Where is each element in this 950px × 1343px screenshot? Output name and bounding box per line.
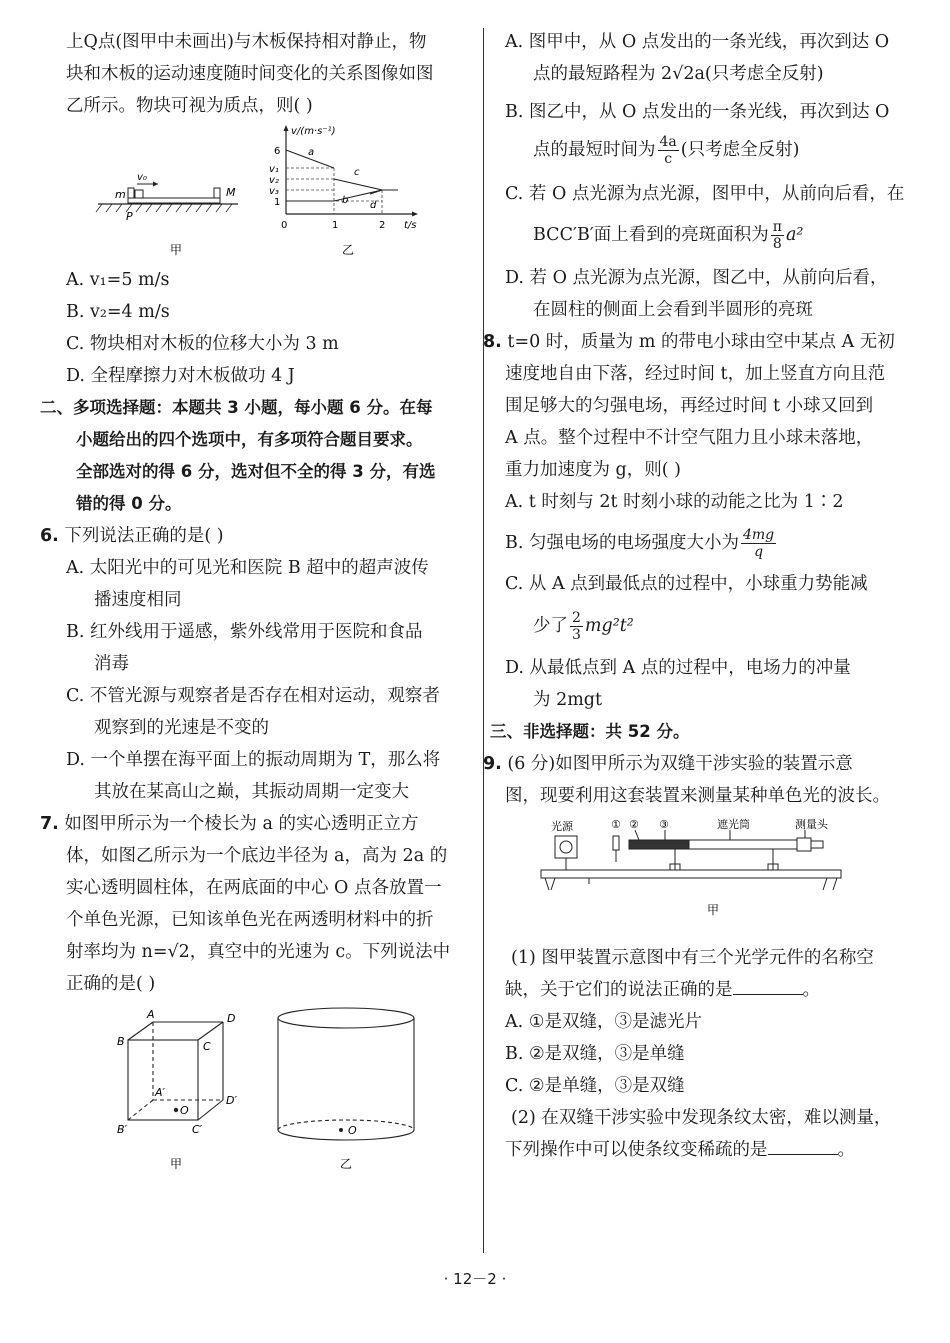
left-column: [40, 26, 472, 1190]
label-m: m: [115, 188, 126, 201]
cylinder-diagram: [278, 1008, 414, 1140]
q8-number: 8.: [483, 332, 502, 352]
x-axis-label: t/s: [404, 220, 417, 231]
q8-option-b: [505, 518, 920, 568]
sub1-text: 缺，关于它们的说法正确的是: [505, 980, 733, 1000]
right-column: [483, 26, 920, 1166]
answer-blank[interactable]: [733, 976, 803, 995]
q8-option-c: [505, 568, 920, 652]
label-element-3: ③: [659, 818, 669, 831]
fraction: [658, 134, 679, 167]
option-line: 观察到的光速是不变的: [94, 718, 269, 738]
fraction-denominator: c: [664, 151, 673, 167]
cube-vertex-D-prime: D′: [226, 1094, 237, 1107]
section2-line: 全部选对的得 6 分，选对但不全的得 3 分，有选: [76, 462, 436, 481]
x-tick-2: 2: [379, 220, 386, 231]
cube-vertex-A-prime: A′: [155, 1086, 166, 1099]
q5-figure: [40, 122, 472, 264]
q7-stem-line: 正确的是( ): [66, 974, 156, 994]
board-diagram: [96, 172, 238, 223]
y-tick-1: 1: [274, 197, 281, 208]
q5-option-d: D. 全程摩擦力对木板做功 4 J: [66, 366, 295, 386]
cube-vertex-C-prime: C′: [192, 1123, 203, 1136]
q9-stem-line: 图，现要利用这套装置来测量某种单色光的波长。: [505, 786, 890, 806]
q5-stem-line: 上Q点(图甲中未画出)与木板保持相对静止，物: [66, 32, 427, 52]
curve-label-c: c: [354, 167, 360, 178]
q9-sub1-option-b: B. ②是双缝，③是单缝: [505, 1044, 685, 1064]
option-line: A. 图甲中，从 O 点发出的一条光线，再次到达 O: [505, 32, 890, 52]
q9-sub1-option-a: A. ①是双缝，③是滤光片: [505, 1012, 702, 1032]
q9-sub1-line: [505, 974, 920, 1006]
column-divider: [483, 28, 484, 1253]
q8-stem-line: 重力加速度为 g，则( ): [505, 460, 681, 480]
option-line: 其放在某高山之巅，其振动周期一定变大: [94, 782, 409, 802]
q7-option-c: [505, 178, 920, 260]
section2-line: 小题给出的四个选项中，有多项符合题目要求。: [76, 430, 423, 449]
q7-stem-line: 个单色光源，已知该单色光在两透明材料中的折: [66, 910, 434, 930]
q9-sub2-line: [505, 1134, 920, 1166]
cube-vertex-B-prime: B′: [117, 1123, 128, 1136]
sub2-text: 。: [837, 1140, 855, 1160]
q9-stem: [483, 748, 920, 780]
fig-caption: 甲: [170, 1157, 183, 1171]
fraction-numerator: π: [772, 219, 782, 235]
fraction: [570, 610, 583, 643]
q6-option-b: [40, 616, 472, 680]
q7-option-d: [505, 262, 920, 326]
label-element-2: ②: [629, 818, 639, 831]
q7-figure-svg: [40, 1000, 472, 1190]
q8-option-a: A. t 时刻与 2t 时刻小球的动能之比为 1∶2: [505, 492, 844, 512]
q9-sub1-line: (1) 图甲装置示意图中有三个光学元件的名称空: [511, 948, 874, 968]
q5-option-a: A. v₁=5 m/s: [66, 270, 170, 290]
y-tick-v3: v₃: [269, 186, 279, 197]
q6-stem-text: 下列说法正确的是( ): [64, 526, 224, 546]
fraction-denominator: 3: [572, 627, 581, 643]
label-v0: v₀: [137, 172, 147, 183]
option-line: C. 不管光源与观察者是否存在相对运动，观察者: [66, 686, 440, 706]
cube-diagram: [128, 1022, 223, 1120]
q6-option-c: [40, 680, 472, 744]
fraction-numerator: 2: [572, 610, 581, 626]
vt-graph: [269, 125, 418, 231]
q8-stem: [483, 326, 920, 358]
sub2-text: 下列操作中可以使条纹变稀疏的是: [505, 1140, 768, 1160]
q8-stem-line: 围足够大的匀强电场，再经过时间 t 小球又回到: [505, 396, 874, 416]
q7-stem-line: 射率均为 n=√2，真空中的光速为 c。下列说法中: [66, 942, 451, 962]
option-text: 点的最短时间为: [533, 140, 656, 160]
option-line: [505, 210, 920, 260]
q8-stem-line: 速度地自由下落，经过时间 t，加上竖直方向且范: [505, 364, 886, 384]
q6-stem: [40, 520, 472, 552]
fraction-denominator: 8: [772, 236, 782, 252]
y-tick-v1: v₁: [269, 164, 279, 175]
label-light-source: 光源: [551, 820, 573, 833]
q7-stem-line: 体，如图乙所示为一个底边半径为 a，高为 2a 的: [66, 846, 448, 866]
option-text: 少了: [533, 616, 568, 636]
q5-option-b: B. v₂=4 m/s: [66, 302, 170, 322]
q7-option-a: [505, 26, 920, 90]
option-line: 消毒: [94, 654, 129, 674]
fig-caption: 乙: [340, 1157, 353, 1171]
q7-stem-line: 实心透明圆柱体，在两底面的中心 O 点各放置一: [66, 878, 442, 898]
option-text: (只考虑全反射): [680, 140, 800, 160]
fig-caption: 甲: [707, 903, 720, 917]
sub1-text: 。: [802, 980, 820, 1000]
fraction-numerator: 4mg: [743, 527, 775, 543]
q5-stem-line: 块和木板的运动速度随时间变化的关系图像如图: [66, 64, 434, 84]
option-text: B. 匀强电场的电场强度大小为: [505, 533, 739, 553]
q7-figure: [40, 1000, 472, 1190]
option-line: [505, 128, 920, 172]
option-line: 为 2mgt: [533, 690, 603, 710]
option-line: A. 太阳光中的可见光和医院 B 超中的超声波传: [66, 558, 429, 578]
cube-vertex-D: D: [227, 1012, 236, 1025]
y-axis-label: v/(m·s⁻¹): [291, 126, 336, 137]
option-line: B. 红外线用于遥感，紫外线常用于医院和食品: [66, 622, 423, 642]
option-line: B. 图乙中，从 O 点发出的一条光线，再次到达 O: [505, 102, 890, 122]
cube-vertex-B: B: [117, 1035, 125, 1048]
q6-option-d: [40, 744, 472, 808]
option-text: mg²t²: [584, 616, 634, 636]
option-line: 播速度相同: [94, 590, 182, 610]
q8-stem-text: t=0 时，质量为 m 的带电小球由空中某点 A 无初: [507, 332, 895, 352]
q7-option-b: [505, 96, 920, 172]
q8-stem-line: A 点。整个过程中不计空气阻力且小球未落地，: [505, 428, 874, 448]
label-tube: 遮光筒: [717, 818, 750, 831]
q9-sub2-line: (2) 在双缝干涉实验中发现条纹太密，难以测量，: [511, 1108, 892, 1128]
section3-heading: 三、非选择题：共 52 分。: [490, 722, 690, 741]
fraction-numerator: 4a: [659, 134, 677, 150]
page-number: · 12－2 ·: [443, 1270, 507, 1288]
label-P: P: [126, 210, 133, 223]
q9-number: 9.: [483, 754, 502, 774]
apparatus: [541, 830, 841, 890]
fig-caption: 甲: [170, 243, 183, 257]
cylinder-center-point: [339, 1128, 343, 1132]
q7-stem-text: 如图甲所示为一个棱长为 a 的实心透明正立方: [64, 814, 419, 834]
q7-stem: [40, 808, 472, 840]
curve-label-d: d: [370, 200, 377, 211]
cylinder-center-label: O: [348, 1124, 357, 1137]
option-line: D. 一个单摆在海平面上的振动周期为 T，那么将: [66, 750, 441, 770]
q9-figure: [505, 812, 920, 942]
option-line: D. 从最低点到 A 点的过程中，电场力的冲量: [505, 658, 851, 678]
label-element-1: ①: [611, 818, 621, 831]
q7-number: 7.: [40, 814, 59, 834]
option-text: a²: [785, 225, 804, 245]
section2-heading: 二、多项选择题：本题共 3 小题，每小题 6 分。在每: [40, 398, 433, 417]
cube-center-point: [174, 1108, 178, 1112]
option-line: [505, 600, 920, 652]
label-M: M: [226, 186, 236, 199]
q5-option-c: C. 物块相对木板的位移大小为 3 m: [66, 334, 339, 354]
fraction: [771, 219, 784, 252]
x-tick-0: 0: [281, 220, 288, 231]
q6-number: 6.: [40, 526, 59, 546]
option-text: BCC′B′面上看到的亮斑面积为: [533, 225, 769, 245]
fraction: [741, 527, 776, 560]
option-line: 点的最短路程为 2√2a(只考虑全反射): [533, 64, 824, 84]
option-line: C. 若 O 点光源为点光源，图甲中，从前向后看，在: [505, 184, 905, 204]
fig-caption: 乙: [342, 243, 355, 257]
section2-line: 错的得 0 分。: [76, 494, 182, 513]
curve-label-a: a: [308, 147, 315, 158]
cube-vertex-C: C: [203, 1040, 211, 1053]
option-line: C. 从 A 点到最低点的过程中，小球重力势能减: [505, 574, 868, 594]
q5-stem-line: 乙所示。物块可视为质点，则( ): [66, 96, 313, 116]
q9-figure-svg: [505, 812, 920, 942]
cube-vertex-A: A: [147, 1008, 155, 1021]
curve-label-b: b: [342, 195, 349, 206]
q8-option-d: [505, 652, 920, 716]
answer-blank[interactable]: [768, 1136, 838, 1155]
q9-sub1-option-c: C. ②是单缝，③是双缝: [505, 1076, 685, 1096]
cube-center-label: O: [180, 1104, 189, 1117]
q9-stem-text: (6 分)如图甲所示为双缝干涉实验的装置示意: [507, 754, 853, 774]
fraction-denominator: q: [754, 544, 764, 560]
option-line: D. 若 O 点光源为点光源，图乙中，从前向后看，: [505, 268, 888, 288]
x-tick-1: 1: [332, 220, 339, 231]
y-tick-6: 6: [274, 146, 281, 157]
q5-figure-svg: [40, 122, 472, 264]
q6-option-a: [40, 552, 472, 616]
option-line: 在圆柱的侧面上会看到半圆形的亮斑: [533, 300, 813, 320]
y-tick-v2: v₂: [269, 175, 279, 186]
label-measuring-head: 测量头: [795, 818, 828, 831]
